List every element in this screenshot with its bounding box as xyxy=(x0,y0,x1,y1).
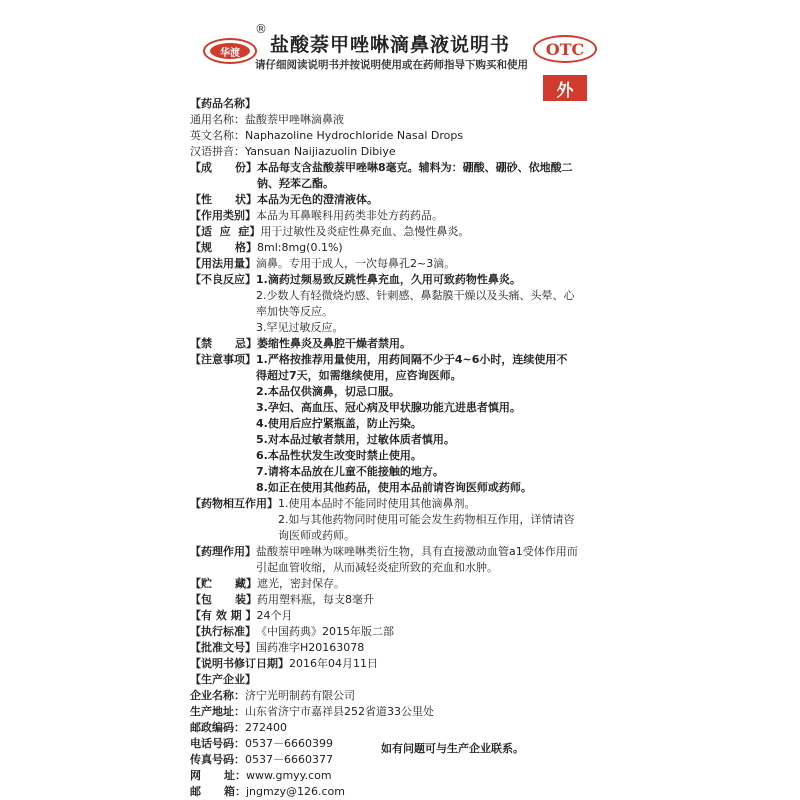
field-label: 网 址： xyxy=(190,769,246,782)
field-line: 率加快等反应。 xyxy=(256,305,333,318)
field-label: 【禁 忌】 xyxy=(190,337,257,350)
field-label: 【贮 藏】 xyxy=(190,577,257,590)
field-specification xyxy=(190,240,620,256)
field-label: 【包 装】 xyxy=(190,593,257,606)
field-label: 传真号码： xyxy=(190,753,245,766)
field-value-block xyxy=(256,272,575,336)
field-composition xyxy=(190,160,620,192)
field-validity xyxy=(190,608,620,624)
field-value: Yansuan Naijiazuolin Dibiye xyxy=(245,145,396,158)
field-value: 2016年04月11日 xyxy=(289,657,378,670)
field-label: 【药理作用】 xyxy=(190,545,256,558)
field-dosage xyxy=(190,256,620,272)
field-revision-date xyxy=(190,656,620,672)
field-interactions xyxy=(190,496,620,544)
field-line: 得超过7天，如需继续使用，应咨询医师。 xyxy=(256,369,462,382)
field-value-block xyxy=(256,544,578,576)
field-value: 《中国药典》2015年版二部 xyxy=(256,625,394,638)
field-line: 6.本品性状发生改变时禁止使用。 xyxy=(256,449,422,462)
field-value: 盐酸萘甲唑啉滴鼻液 xyxy=(245,113,344,126)
field-label: 邮 箱： xyxy=(190,785,246,798)
field-line: 1.使用本品时不能同时使用其他滴鼻剂。 xyxy=(278,497,476,510)
field-label: 【有 效 期 】 xyxy=(190,609,257,622)
registered-mark: ® xyxy=(255,22,267,36)
field-label: 【成 份】 xyxy=(190,161,257,174)
field-line: 盐酸萘甲唑啉为咪唑啉类衍生物，具有直接激动血管a1受体作用而 xyxy=(256,545,578,558)
field-value: 山东省济宁市嘉祥县252省道33公里处 xyxy=(245,705,434,718)
field-label: 【用法用量】 xyxy=(190,257,256,270)
footer-note: 如有问题可与生产企业联系。 xyxy=(381,742,524,755)
field-value-block xyxy=(278,496,575,544)
field-label: 英文名称： xyxy=(190,129,245,142)
field-label: 【执行标准】 xyxy=(190,625,256,638)
field-label: 【性 状】 xyxy=(190,193,257,206)
field-line: 1.滴药过频易致反跳性鼻充血，久用可致药物性鼻炎。 xyxy=(256,273,521,286)
field-line: 3.罕见过敏反应。 xyxy=(256,321,344,334)
field-label: 【作用类别】 xyxy=(190,209,256,222)
field-label: 【适 应 症】 xyxy=(190,225,261,238)
field-label: 邮政编码： xyxy=(190,721,245,734)
field-line: 8.如正在使用其他药品，使用本品前请咨询医师或药师。 xyxy=(256,481,532,494)
field-label: 通用名称： xyxy=(190,113,245,126)
field-generic-name xyxy=(190,112,620,128)
field-label: 电话号码： xyxy=(190,737,245,750)
section-heading-drug-name xyxy=(190,96,620,112)
field-value: 8ml:8mg(0.1%) xyxy=(256,241,343,254)
leaflet-body xyxy=(190,96,620,800)
field-company-name xyxy=(190,688,620,704)
field-pinyin xyxy=(190,144,620,160)
field-value: 本品为耳鼻喉科用药类非处方药药品。 xyxy=(256,209,443,222)
field-line: 2.如与其他药物同时使用可能会发生药物相互作用，详情请咨 xyxy=(278,513,575,526)
document-title: 盐酸萘甲唑啉滴鼻液说明书 xyxy=(270,34,511,56)
field-value: jngmzy@126.com xyxy=(245,785,345,798)
field-line: 引起血管收缩，从而减轻炎症所致的充血和水肿。 xyxy=(256,561,498,574)
otc-badge: OTC xyxy=(533,35,597,63)
field-adverse-reactions xyxy=(190,272,620,336)
field-line: 3.孕妇、高血压、冠心病及甲状腺功能亢进患者慎用。 xyxy=(256,401,521,414)
field-line: 钠、羟苯乙酯。 xyxy=(256,177,334,190)
field-label: 生产地址： xyxy=(190,705,245,718)
field-line: 本品每支含盐酸萘甲唑啉8毫克。辅料为：硼酸、硼砂、依地酸二 xyxy=(256,161,573,174)
field-line: 7.请将本品放在儿童不能接触的地方。 xyxy=(256,465,444,478)
field-value: 药用塑料瓶，每支8毫升 xyxy=(256,593,374,606)
field-value-block xyxy=(256,352,567,496)
field-label: 汉语拼音： xyxy=(190,145,245,158)
field-value: 国药准字H20163078 xyxy=(256,641,365,654)
field-line: 4.使用后应拧紧瓶盖，防止污染。 xyxy=(256,417,422,430)
field-label: 【批准文号】 xyxy=(190,641,256,654)
field-value: Naphazoline Hydrochloride Nasal Drops xyxy=(245,129,464,142)
section-heading-manufacturer xyxy=(190,672,620,688)
field-line: 询医师或药师。 xyxy=(278,529,355,542)
field-character xyxy=(190,192,620,208)
field-label: 【说明书修订日期】 xyxy=(190,657,289,670)
field-value: 遮光，密封保存。 xyxy=(256,577,345,590)
field-line: 2.少数人有轻微烧灼感、针刺感、鼻黏膜干燥以及头痛、头晕、心 xyxy=(256,289,575,302)
field-label: 【注意事项】 xyxy=(190,353,256,366)
field-label: 【药物相互作用】 xyxy=(190,497,278,510)
field-website xyxy=(190,768,620,784)
external-use-badge: 外 xyxy=(543,75,587,101)
field-contraindications xyxy=(190,336,620,352)
field-category xyxy=(190,208,620,224)
field-standard xyxy=(190,624,620,640)
field-value: 萎缩性鼻炎及鼻腔干燥者禁用。 xyxy=(256,337,411,350)
field-precautions xyxy=(190,352,620,496)
field-value: 用于过敏性及炎症性鼻充血、急慢性鼻炎。 xyxy=(260,225,470,238)
field-label: 【不良反应】 xyxy=(190,273,256,286)
field-english-name xyxy=(190,128,620,144)
field-storage xyxy=(190,576,620,592)
field-label: 【规 格】 xyxy=(190,241,257,254)
field-indication xyxy=(190,224,620,240)
field-value: 272400 xyxy=(245,721,287,734)
field-package xyxy=(190,592,620,608)
field-value: 24个月 xyxy=(256,609,293,622)
leaflet-header xyxy=(0,0,800,101)
field-line: 5.对本品过敏者禁用，过敏体质者慎用。 xyxy=(256,433,455,446)
field-value: 0537－6660399 xyxy=(245,737,333,750)
field-value-block xyxy=(257,160,573,192)
brand-logo xyxy=(203,38,257,64)
field-pharmacology xyxy=(190,544,620,576)
field-value: 济宁光明制药有限公司 xyxy=(245,689,355,702)
field-postcode xyxy=(190,720,620,736)
field-email xyxy=(190,784,620,800)
field-line: 2.本品仅供滴鼻，切忌口服。 xyxy=(256,385,400,398)
field-company-address xyxy=(190,704,620,720)
field-label: 企业名称： xyxy=(190,689,245,702)
field-value: 本品为无色的澄清液体。 xyxy=(256,193,378,206)
section-label: 【药品名称】 xyxy=(190,97,256,110)
field-approval xyxy=(190,640,620,656)
field-value: 滴鼻。专用于成人，一次每鼻孔2~3滴。 xyxy=(256,257,456,270)
section-label: 【生产企业】 xyxy=(190,673,256,686)
field-value: www.gmyy.com xyxy=(245,769,332,782)
field-line: 1.严格按推荐用量使用，用药间隔不少于4~6小时，连续使用不 xyxy=(256,353,568,366)
document-subtitle: 请仔细阅读说明书并按说明使用或在药师指导下购买和使用 xyxy=(255,59,528,71)
brand-logo-text: 华渡 xyxy=(210,43,250,59)
field-value: 0537－6660377 xyxy=(245,753,333,766)
